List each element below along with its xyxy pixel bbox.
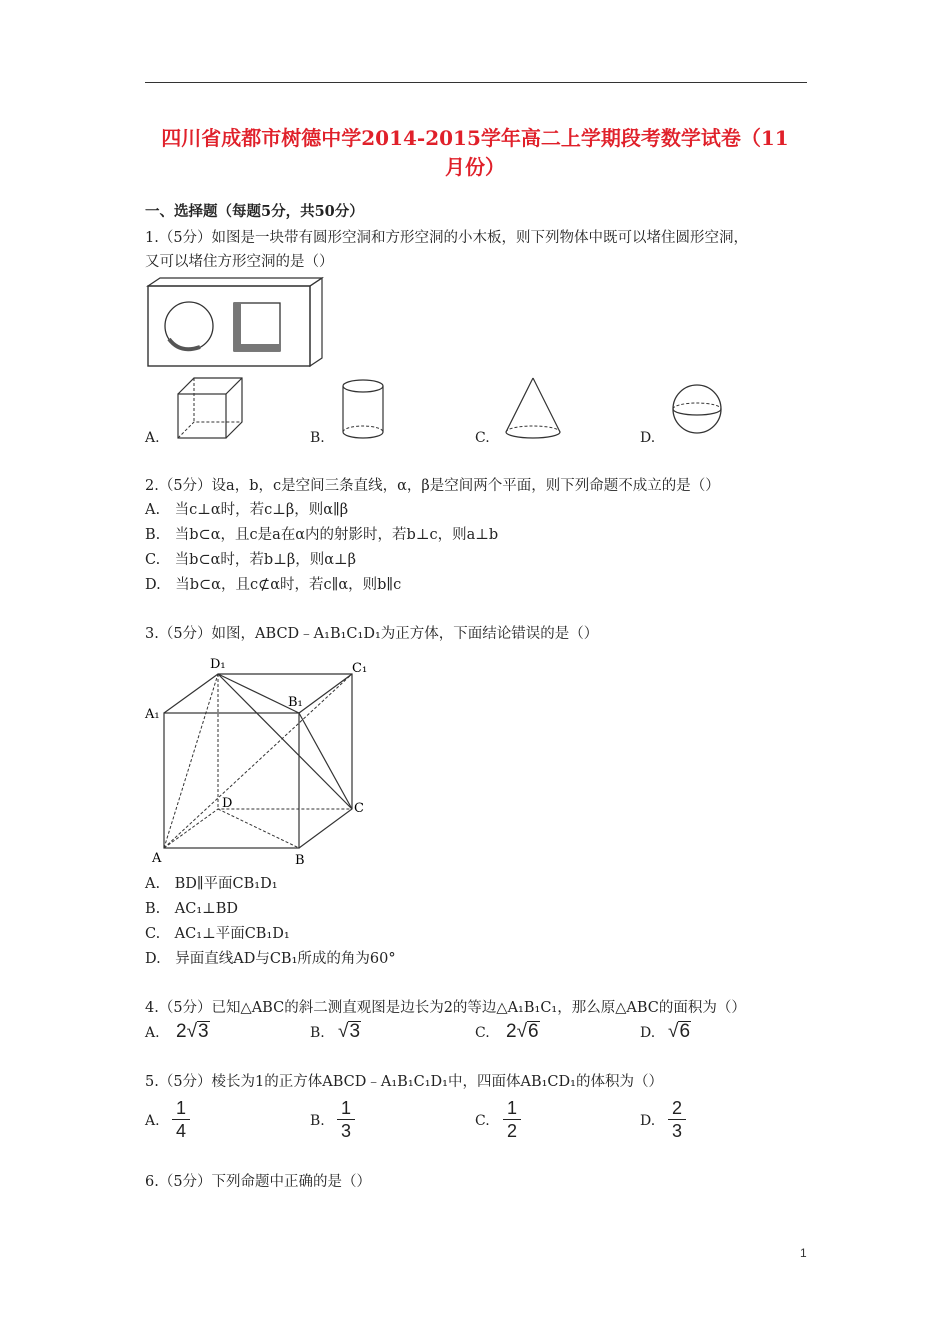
q4-value-d: √6 [668,1021,691,1042]
q5-fraction-d: 2 3 [668,1098,686,1141]
sphere-option-figure [668,382,728,436]
q5-stem: 5.（5分）棱长为1的正方体ABCD﹣A₁B₁C₁D₁中，四面体AB₁CD₁的体积为（） [145,1074,663,1090]
q3-cube-figure [140,650,380,870]
cone-option-figure [500,374,566,442]
label-c: C [354,801,364,816]
header-rule [145,82,807,83]
q1-option-c: C. [475,430,490,446]
label-d1: D₁ [210,657,226,672]
q4-value-b: √3 [338,1021,361,1042]
q4-value-a: 2√3 [176,1021,209,1042]
q1-stem-line1: 1.（5分）如图是一块带有圆形空洞和方形空洞的小木板，则下列物体中既可以堵住圆形空洞， [145,230,749,246]
q5-fraction-c: 1 2 [503,1098,521,1141]
q3-option-a: A. BD∥平面CB₁D₁ [145,876,278,892]
label-d: D [222,796,233,811]
q1-option-d: D. [640,430,656,446]
cylinder-option-figure [335,376,395,442]
label-a1: A₁ [145,707,160,722]
q4-option-c: C. [475,1025,490,1041]
q5-fraction-a: 1 4 [172,1098,190,1141]
q2-option-c: C. 当b⊂α时，若b⊥β，则α⊥β [145,552,357,568]
q1-stem-line2: 又可以堵住方形空洞的是（） [145,254,334,270]
q1-board-figure [140,274,330,374]
q2-option-d: D. 当b⊂α，且c⊄α时，若c∥α，则b∥c [145,577,402,593]
q4-option-d: D. [640,1025,656,1041]
q3-option-c: C. AC₁⊥平面CB₁D₁ [145,926,290,942]
q5-option-a: A. [145,1113,160,1129]
q3-stem: 3.（5分）如图，ABCD﹣A₁B₁C₁D₁为正方体，下面结论错误的是（） [145,626,599,642]
section-heading: 一、选择题（每题5分，共50分） [145,203,364,220]
q4-stem: 4.（5分）已知△ABC的斜二测直观图是边长为2的等边△A₁B₁C₁，那么原△ABC的面积为（） [145,1000,746,1016]
q4-option-a: A. [145,1025,160,1041]
q2-option-a: A. 当c⊥α时，若c⊥β，则α∥β [145,502,349,518]
q3-option-b: B. AC₁⊥BD [145,901,239,917]
q5-option-c: C. [475,1113,490,1129]
q4-option-b: B. [310,1025,325,1041]
label-c1: C₁ [352,661,368,676]
q4-value-c: 2√6 [506,1021,539,1042]
page-title-line2: 月份） [445,155,505,179]
q5-option-d: D. [640,1113,656,1129]
label-a: A [152,851,162,866]
q2-stem: 2.（5分）设a，b，c是空间三条直线，α，β是空间两个平面，则下列命题不成立的是（） [145,478,720,494]
q6-stem: 6.（5分）下列命题中正确的是（） [145,1174,372,1190]
q5-fraction-b: 1 3 [337,1098,355,1141]
label-b: B [295,853,305,868]
q1-option-a: A. [145,430,160,446]
page-number: 1 [800,1246,807,1260]
q1-option-b: B. [310,430,325,446]
q5-option-b: B. [310,1113,325,1129]
label-b1: B₁ [288,695,303,710]
page-title-line1: 四川省成都市树德中学2014-2015学年高二上学期段考数学试卷（11 [161,126,789,150]
q3-option-d: D. 异面直线AD与CB₁所成的角为60° [145,951,396,967]
q2-option-b: B. 当b⊂α，且c是a在α内的射影时，若b⊥c，则a⊥b [145,527,499,543]
cube-option-figure [170,372,250,444]
